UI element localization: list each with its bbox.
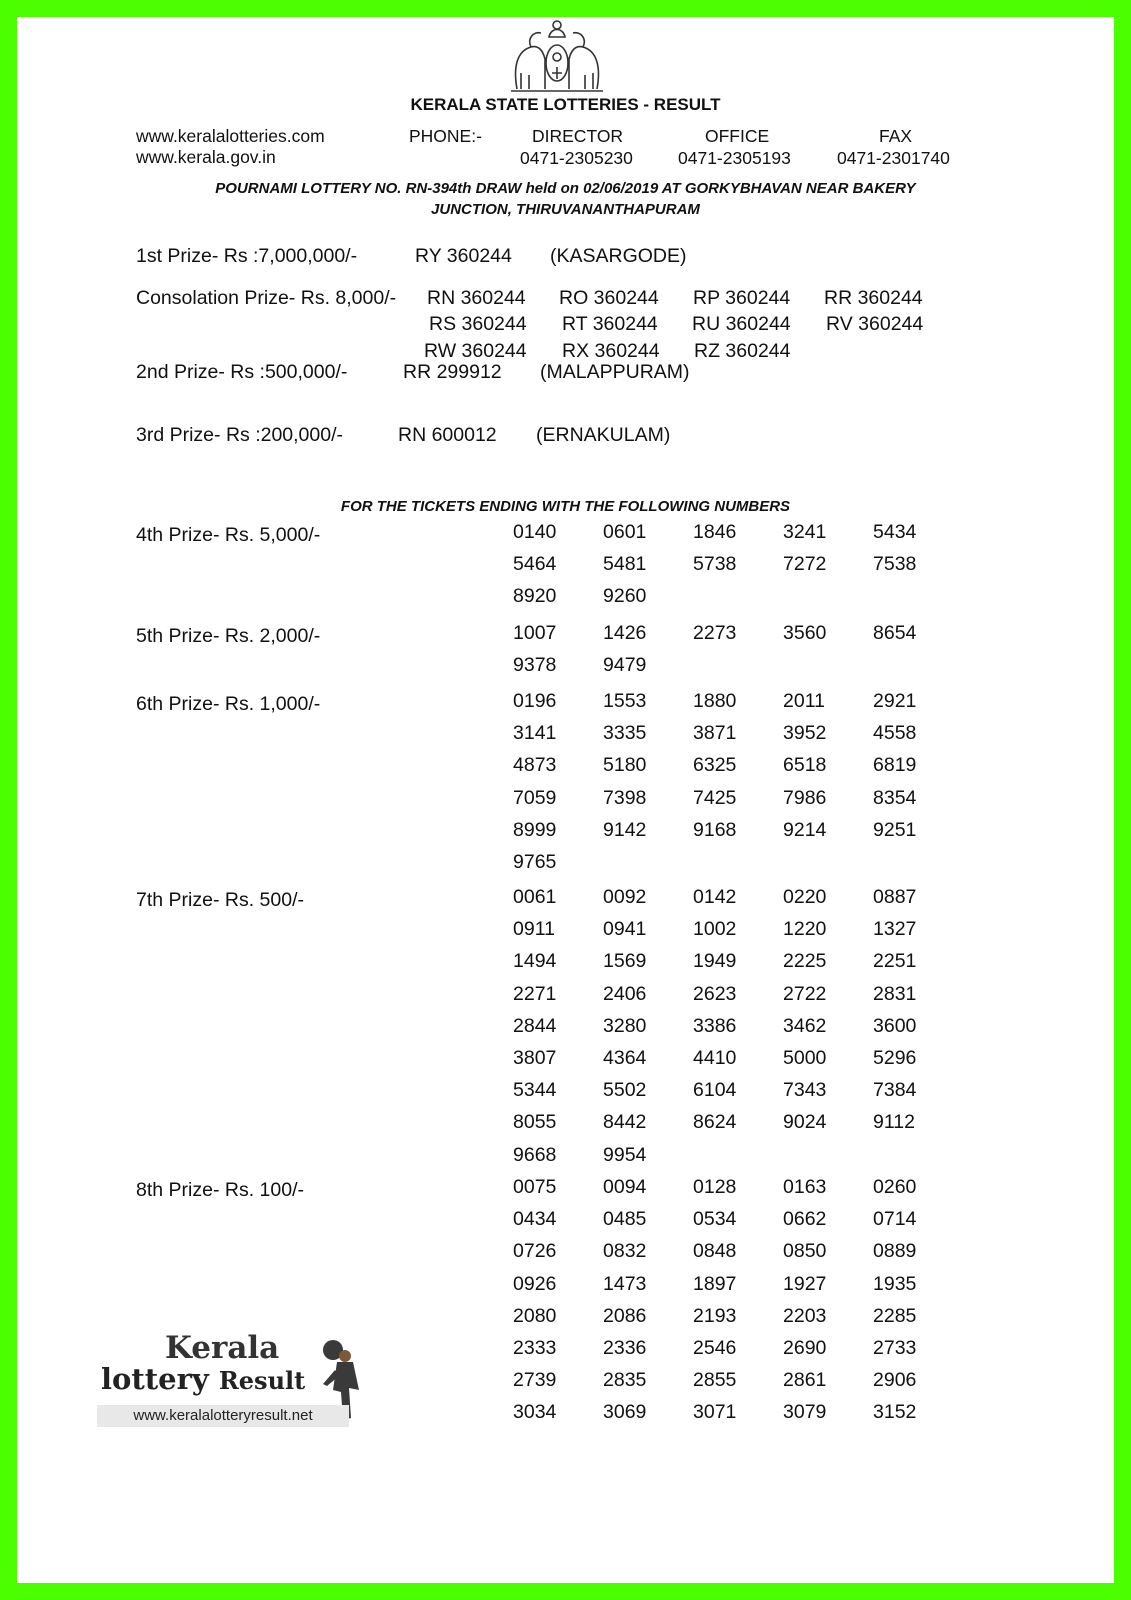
winning-number: 2739 <box>513 1369 557 1392</box>
winning-number: 3141 <box>513 722 557 745</box>
prize-5-numbers <box>497 622 957 686</box>
winning-number: 9954 <box>603 1143 647 1166</box>
winning-number: 2546 <box>693 1336 737 1359</box>
winning-number: 0926 <box>513 1272 557 1295</box>
winning-number: 1927 <box>783 1272 827 1295</box>
winning-number: 4364 <box>603 1046 647 1069</box>
winning-number: 1007 <box>513 622 557 644</box>
prize-7-numbers <box>497 886 957 1176</box>
consolation-ticket: RT 360244 <box>562 313 658 335</box>
winning-number: 2733 <box>873 1336 917 1359</box>
consolation-prize-label: Consolation Prize- Rs. 8,000/- <box>136 287 397 309</box>
winning-number: 3241 <box>783 521 827 543</box>
winning-number: 6819 <box>873 754 917 777</box>
winning-number: 2844 <box>513 1014 557 1037</box>
consolation-ticket: RV 360244 <box>826 313 924 335</box>
prize-7-label: 7th Prize- Rs. 500/- <box>136 889 304 911</box>
winning-number: 3034 <box>513 1401 557 1424</box>
logo-url: www.keralalotteryresult.net <box>97 1405 349 1427</box>
winning-number: 9024 <box>783 1111 827 1134</box>
winning-number: 2690 <box>783 1336 827 1359</box>
winning-number: 5344 <box>513 1079 557 1102</box>
winning-number: 0094 <box>603 1176 647 1198</box>
winning-number: 2861 <box>783 1369 827 1392</box>
website-link-2: www.kerala.gov.in <box>136 147 276 167</box>
winning-number: 0075 <box>513 1176 557 1198</box>
result-sheet <box>17 17 1114 1583</box>
winning-number: 2251 <box>873 950 917 973</box>
draw-info-line-1: POURNAMI LOTTERY NO. RN-394th DRAW held on 02/06/2019 AT GORKYBHAVAN NEAR BAKERY <box>215 180 916 197</box>
winning-number: 7384 <box>873 1079 917 1102</box>
winning-number: 1220 <box>783 918 827 941</box>
consolation-ticket: RX 360244 <box>562 340 660 362</box>
winning-number: 0601 <box>603 521 647 543</box>
winning-number: 2623 <box>693 982 737 1005</box>
page-title: KERALA STATE LOTTERIES - RESULT <box>410 95 721 114</box>
winning-number: 9214 <box>783 818 827 841</box>
winning-number: 4558 <box>873 722 917 745</box>
winning-number: 3871 <box>693 722 737 745</box>
logo-text-lottery: lottery <box>101 1362 209 1396</box>
winning-number: 2855 <box>693 1369 737 1392</box>
winning-number: 0662 <box>783 1208 827 1231</box>
winning-number: 6325 <box>693 754 737 777</box>
consolation-ticket: RS 360244 <box>429 313 527 335</box>
winning-number: 0142 <box>693 886 737 908</box>
winning-number: 7272 <box>783 553 827 576</box>
winning-number: 0434 <box>513 1208 557 1231</box>
winning-number: 6104 <box>693 1079 737 1102</box>
prize-5-label: 5th Prize- Rs. 2,000/- <box>136 625 321 647</box>
logo-text-result: Result <box>218 1366 306 1395</box>
winning-number: 3807 <box>513 1046 557 1069</box>
prize-4-label: 4th Prize- Rs. 5,000/- <box>136 524 321 546</box>
winning-number: 8920 <box>513 585 557 608</box>
winning-number: 2333 <box>513 1336 557 1359</box>
winning-number: 7343 <box>783 1079 827 1102</box>
winning-number: 0220 <box>783 886 827 908</box>
winning-number: 7538 <box>873 553 917 576</box>
logo-text-lottery-result <box>101 1362 305 1396</box>
winning-number: 4410 <box>693 1046 737 1069</box>
winning-number: 2722 <box>783 982 827 1005</box>
prize-8-numbers <box>497 1176 957 1434</box>
winning-number: 5481 <box>603 553 647 576</box>
winning-number: 0534 <box>693 1208 737 1231</box>
winning-number: 2273 <box>693 622 737 644</box>
director-phone: 0471-2305230 <box>520 148 633 168</box>
kerala-lottery-result-logo <box>97 1330 377 1440</box>
second-prize-place: (MALAPPURAM) <box>540 361 690 383</box>
consolation-ticket: RW 360244 <box>424 340 527 362</box>
winning-number: 9668 <box>513 1143 557 1166</box>
winning-number: 0196 <box>513 690 557 712</box>
winning-number: 7059 <box>513 786 557 809</box>
winning-number: 2271 <box>513 982 557 1005</box>
winning-number: 5502 <box>603 1079 647 1102</box>
second-prize-ticket: RR 299912 <box>403 361 502 383</box>
fax-label: FAX <box>879 126 913 146</box>
winning-number: 9378 <box>513 654 557 677</box>
winning-number: 2193 <box>693 1304 737 1327</box>
winning-number: 1473 <box>603 1272 647 1295</box>
winning-number: 1327 <box>873 918 917 941</box>
fax-phone: 0471-2301740 <box>837 148 950 168</box>
prize-8-label: 8th Prize- Rs. 100/- <box>136 1179 304 1201</box>
winning-number: 0485 <box>603 1208 647 1231</box>
winning-number: 0887 <box>873 886 917 908</box>
winning-number: 6518 <box>783 754 827 777</box>
winning-number: 9479 <box>603 654 647 677</box>
second-prize-label: 2nd Prize- Rs :500,000/- <box>136 361 348 383</box>
third-prize-label: 3rd Prize- Rs :200,000/- <box>136 424 344 446</box>
winning-number: 1494 <box>513 950 557 973</box>
winning-number: 3462 <box>783 1014 827 1037</box>
winning-number: 0128 <box>693 1176 737 1198</box>
winning-number: 1897 <box>693 1272 737 1295</box>
winning-number: 4873 <box>513 754 557 777</box>
winning-number: 5296 <box>873 1046 917 1069</box>
winning-number: 8354 <box>873 786 917 809</box>
winning-number: 0941 <box>603 918 647 941</box>
winning-number: 7986 <box>783 786 827 809</box>
winning-number: 1949 <box>693 950 737 973</box>
winning-number: 5000 <box>783 1046 827 1069</box>
winning-number: 8999 <box>513 818 557 841</box>
winning-number: 5738 <box>693 553 737 576</box>
winning-number: 3335 <box>603 722 647 745</box>
winning-number: 3952 <box>783 722 827 745</box>
consolation-ticket: RR 360244 <box>824 287 923 309</box>
winning-number: 3386 <box>693 1014 737 1037</box>
winning-number: 8442 <box>603 1111 647 1134</box>
winning-number: 3560 <box>783 622 827 644</box>
consolation-ticket: RO 360244 <box>559 287 659 309</box>
winning-number: 9260 <box>603 585 647 608</box>
winning-number: 1846 <box>693 521 737 543</box>
winning-number: 0911 <box>513 918 555 941</box>
consolation-ticket: RP 360244 <box>693 287 791 309</box>
winning-number: 1935 <box>873 1272 917 1295</box>
winning-number: 8055 <box>513 1111 557 1134</box>
third-prize-place: (ERNAKULAM) <box>536 424 671 446</box>
winning-number: 9765 <box>513 850 557 873</box>
winning-number: 0832 <box>603 1240 647 1263</box>
winning-number: 0092 <box>603 886 647 908</box>
winning-number: 2336 <box>603 1336 647 1359</box>
winning-number: 2906 <box>873 1369 917 1392</box>
winning-number: 0140 <box>513 521 557 543</box>
winning-number: 3069 <box>603 1401 647 1424</box>
third-prize-ticket: RN 600012 <box>398 424 497 446</box>
winning-number: 3071 <box>693 1401 737 1424</box>
first-prize-ticket: RY 360244 <box>415 245 512 267</box>
winning-number: 2086 <box>603 1304 647 1327</box>
consolation-ticket: RU 360244 <box>692 313 791 335</box>
winning-number: 1553 <box>603 690 647 712</box>
winning-number: 0061 <box>513 886 557 908</box>
winning-number: 2011 <box>783 690 825 712</box>
winning-number: 3079 <box>783 1401 827 1424</box>
winning-number: 7398 <box>603 786 647 809</box>
ending-numbers-note: FOR THE TICKETS ENDING WITH THE FOLLOWING NUMBERS <box>340 498 791 515</box>
winning-number: 9142 <box>603 818 647 841</box>
logo-text-kerala: Kerala <box>165 1330 280 1366</box>
winning-number: 0889 <box>873 1240 917 1263</box>
prize-6-label: 6th Prize- Rs. 1,000/- <box>136 693 321 715</box>
winning-number: 5180 <box>603 754 647 777</box>
kerala-emblem-icon <box>503 17 611 97</box>
winning-number: 9251 <box>873 818 917 841</box>
winning-number: 2921 <box>873 690 917 712</box>
winning-number: 2835 <box>603 1369 647 1392</box>
winning-number: 1426 <box>603 622 647 644</box>
director-label: DIRECTOR <box>532 126 624 146</box>
draw-info-line-2: JUNCTION, THIRUVANANTHAPURAM <box>431 201 700 218</box>
winning-number: 0260 <box>873 1176 917 1198</box>
winning-number: 5464 <box>513 553 557 576</box>
winning-number: 8624 <box>693 1111 737 1134</box>
winning-number: 3600 <box>873 1014 917 1037</box>
winning-number: 1880 <box>693 690 737 712</box>
winning-number: 2831 <box>873 982 917 1005</box>
winning-number: 0848 <box>693 1240 737 1263</box>
prize-6-numbers <box>497 690 957 883</box>
winning-number: 3280 <box>603 1014 647 1037</box>
winning-number: 9168 <box>693 818 737 841</box>
winning-number: 3152 <box>873 1401 917 1424</box>
winning-number: 2285 <box>873 1304 917 1327</box>
winning-number: 2225 <box>783 950 827 973</box>
winning-number: 2406 <box>603 982 647 1005</box>
consolation-ticket: RZ 360244 <box>694 340 791 362</box>
winning-number: 1002 <box>693 918 737 941</box>
winning-number: 8654 <box>873 622 917 644</box>
winning-number: 5434 <box>873 521 917 543</box>
office-label: OFFICE <box>705 126 770 146</box>
winning-number: 0850 <box>783 1240 827 1263</box>
office-phone: 0471-2305193 <box>678 148 791 168</box>
winning-number: 9112 <box>873 1111 915 1134</box>
winning-number: 7425 <box>693 786 737 809</box>
winning-number: 0726 <box>513 1240 557 1263</box>
winning-number: 1569 <box>603 950 647 973</box>
phone-label: PHONE:- <box>409 126 482 146</box>
website-link-1: www.keralalotteries.com <box>136 126 325 146</box>
winning-number: 0163 <box>783 1176 827 1198</box>
winning-number: 2080 <box>513 1304 557 1327</box>
winning-number: 2203 <box>783 1304 827 1327</box>
first-prize-place: (KASARGODE) <box>550 245 687 267</box>
winning-number: 0714 <box>873 1208 917 1231</box>
first-prize-label: 1st Prize- Rs :7,000,000/- <box>136 245 358 267</box>
consolation-ticket: RN 360244 <box>427 287 526 309</box>
prize-4-numbers <box>497 521 957 618</box>
